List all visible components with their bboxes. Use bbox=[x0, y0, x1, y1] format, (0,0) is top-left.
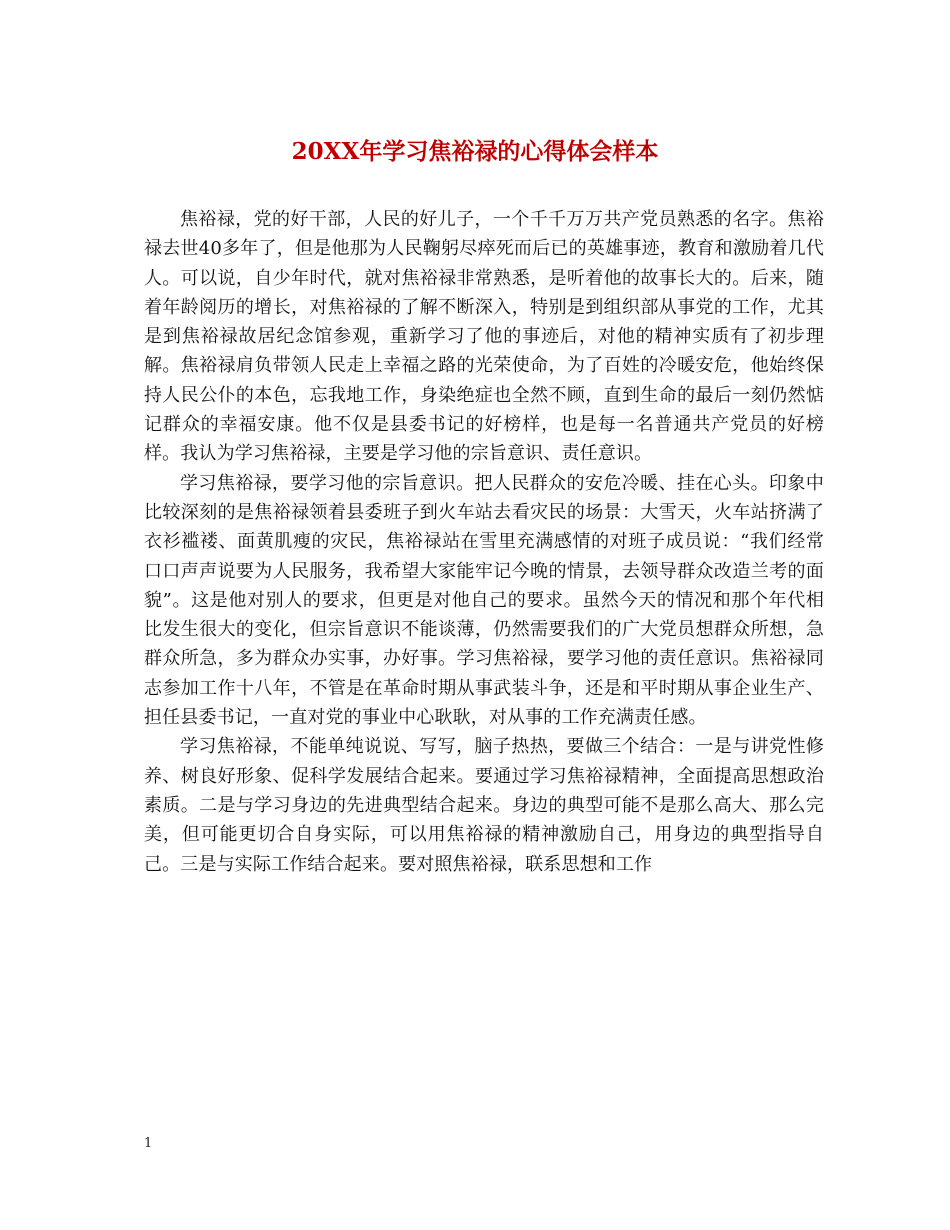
document-title: 20XX年学习焦裕禄的心得体会样本 bbox=[291, 138, 659, 165]
paragraph-2: 学习焦裕禄，要学习他的宗旨意识。把人民群众的安危冷暖、挂在心头。印象中比较深刻的是焦裕禄领着县委班子到火车站去看灾民的场景：大雪天，火车站挤满了衣衫褴褛、面黄肌瘦的灾民，焦裕禄站在雪里充满感情的对班子成员说：“我们经常口口声声说要为人民服务，我希望大家能牢记今晚的情景，去领导群众改造兰考的面貌”。这是他对别人的要求，但更是对他自己的要求。虽然今天的情况和那个年代相比发生很大的变化，但宗旨意识不能谈薄，仍然需要我们的广大党员想群众所想，急群众所急，多为群众办实事，办好事。学习焦裕禄，要学习他的责任意识。焦裕禄同志参加工作十八年，不管是在革命时期从事武装斗争，还是和平时期从事企业生产、担任县委书记，一直对党的事业中心耿耿，对从事的工作充满责任感。 bbox=[144, 472, 824, 729]
page-number: 1 bbox=[144, 1136, 153, 1151]
paragraph-3: 学习焦裕禄，不能单纯说说、写写，脑子热热，要做三个结合：一是与讲党性修养、树良好形象、促科学发展结合起来。要通过学习焦裕禄精神，全面提高思想政治素质。二是与学习身边的先进典型结合起来。身边的典型可能不是那么高大、那么完美，但可能更切合自身实际，可以用焦裕禄的精神激励自己，用身边的典型指导自己。三是与实际工作结合起来。要对照焦裕禄，联系思想和工作 bbox=[144, 736, 824, 875]
document-body bbox=[144, 205, 824, 879]
paragraph-1: 焦裕禄，党的好干部，人民的好儿子，一个千千万万共产党员熟悉的名字。焦裕禄去世40多年了，但是他那为人民鞠躬尽瘁死而后已的英雄事迹，教育和激励着几代人。可以说，自少年时代，就对焦裕禄非常熟悉，是听着他的故事长大的。后来，随着年龄阅历的增长，对焦裕禄的了解不断深入，特别是到组织部从事党的工作，尤其是到焦裕禄故居纪念馆参观，重新学习了他的事迹后，对他的精神实质有了初步理解。焦裕禄肩负带领人民走上幸福之路的光荣使命，为了百姓的冷暖安危，他始终保持人民公仆的本色，忘我地工作，身染绝症也全然不顾，直到生命的最后一刻仍然惦记群众的幸福安康。他不仅是县委书记的好榜样，也是每一名普通共产党员的好榜样。我认为学习焦裕禄，主要是学习他的宗旨意识、责任意识。 bbox=[144, 209, 824, 465]
